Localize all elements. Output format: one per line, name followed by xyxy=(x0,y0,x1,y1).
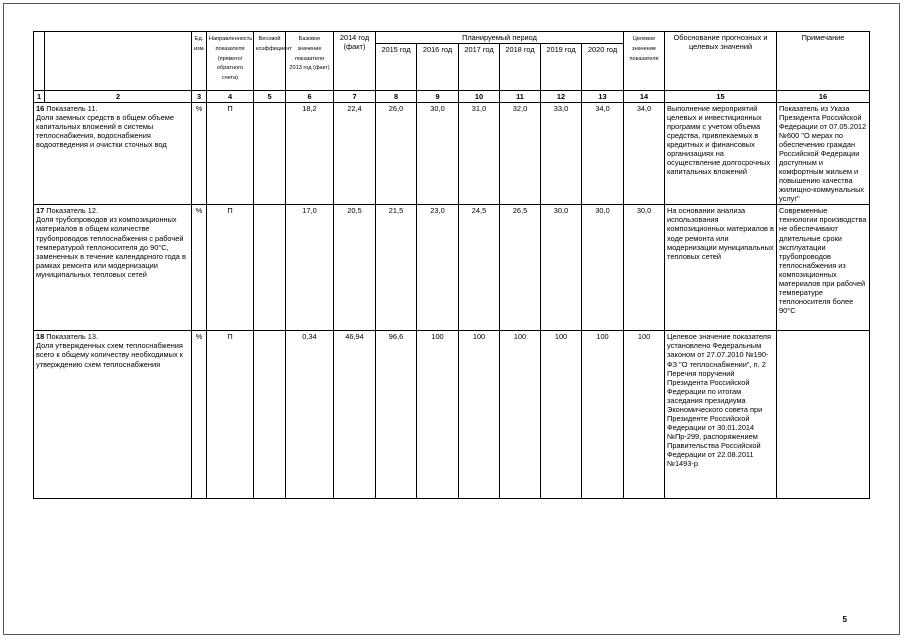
weight-cell xyxy=(254,331,286,499)
year-value-cell: 26,5 xyxy=(500,205,541,331)
base-value-cell: 18,2 xyxy=(286,103,334,205)
year-value-cell: 34,0 xyxy=(582,103,624,205)
direction-cell: П xyxy=(207,103,254,205)
indicator-name: Показатель 13. Доля утвержденных схем теплоснабжения всего к общему количеству необходимых к утверждению схем теплоснабжения xyxy=(36,332,183,369)
row-number: 16 xyxy=(36,104,45,114)
header-year: 2016 год xyxy=(417,44,459,91)
unit-cell: % xyxy=(192,331,207,499)
column-number: 2 xyxy=(45,91,192,103)
note-cell xyxy=(777,331,870,499)
unit-cell: % xyxy=(192,205,207,331)
header-justification: Обоснование прогнозных и целевых значений xyxy=(665,32,777,91)
header-note: Примечание xyxy=(777,32,870,91)
weight-cell xyxy=(254,205,286,331)
year-value-cell: 30,0 xyxy=(541,205,582,331)
year-value-cell: 30,0 xyxy=(582,205,624,331)
column-number: 1 xyxy=(34,91,45,103)
column-number: 7 xyxy=(334,91,376,103)
column-number: 16 xyxy=(777,91,870,103)
year-value-cell: 31,0 xyxy=(459,103,500,205)
header-target: Целевое значение показателя xyxy=(624,32,665,91)
indicator-cell xyxy=(34,103,192,205)
header-base-value: Базовое значение показателя 2013 год (факт) xyxy=(286,32,334,91)
year-value-cell: 100 xyxy=(500,331,541,499)
header-year: 2018 год xyxy=(500,44,541,91)
unit-cell: % xyxy=(192,103,207,205)
header-fact-2014: 2014 год (факт) xyxy=(334,32,376,91)
header-direction: Направленность показателя (прямого/обратного счета) xyxy=(207,32,254,91)
header-row-top xyxy=(34,32,870,44)
header-weight: Весовой коэффициент xyxy=(254,32,286,91)
fact-2014-cell: 22,4 xyxy=(334,103,376,205)
indicator-name: Показатель 11. Доля заемных средств в общем объеме капитальных вложений в системы теплоснабжения, водоснабжения водоотведения и очистки сточных вод xyxy=(36,104,174,150)
year-value-cell: 100 xyxy=(541,331,582,499)
base-value-cell: 17,0 xyxy=(286,205,334,331)
target-value-cell: 30,0 xyxy=(624,205,665,331)
base-value-cell: 0,34 xyxy=(286,331,334,499)
table-row xyxy=(34,205,870,331)
year-value-cell: 30,0 xyxy=(417,103,459,205)
column-number: 15 xyxy=(665,91,777,103)
column-number: 6 xyxy=(286,91,334,103)
note-cell: Современные технологии производства не обеспечивают длительные сроки эксплуатации трубопроводов теплоснабжения из композиционных материалов при рабочей температуре теплоносителя более 90°С xyxy=(777,205,870,331)
column-number: 14 xyxy=(624,91,665,103)
row-number: 17 xyxy=(36,206,45,216)
header-year: 2019 год xyxy=(541,44,582,91)
year-value-cell: 23,0 xyxy=(417,205,459,331)
fact-2014-cell: 46,94 xyxy=(334,331,376,499)
direction-cell: П xyxy=(207,205,254,331)
note-cell: Показатель из Указа Президента Российской Федерации от 07.05.2012 №600 "О мерах по обеспечению граждан Российской Федерации доступным и комфортным жильем и повышению качества жилищно-коммунальных услуг" xyxy=(777,103,870,205)
year-value-cell: 24,5 xyxy=(459,205,500,331)
header-blank-1 xyxy=(34,32,45,91)
justification-cell: Целевое значение показателя установлено Федеральным законом от 27.07.2010 №190-ФЗ "О теплоснабжении", п. 2 Перечня поручений Президента Российской Федерации по итогам заседания президиума Экономического совета при Президенте Российской Федерации от 30.01.2014 №Пр-299, распоряжением Правительства Российской Федерации от 22.08.2011 №1493-р xyxy=(665,331,777,499)
year-value-cell: 96,6 xyxy=(376,331,417,499)
direction-cell: П xyxy=(207,331,254,499)
justification-cell: На основании анализа использования композиционных материалов в ходе ремонта или модернизации муниципальных тепловых сетей xyxy=(665,205,777,331)
header-year: 2020 год xyxy=(582,44,624,91)
column-number: 5 xyxy=(254,91,286,103)
header-unit: Ед. изм. xyxy=(192,32,207,91)
column-number: 10 xyxy=(459,91,500,103)
indicator-name: Показатель 12. Доля трубопроводов из композиционных материалов в общем количестве трубопроводов теплоснабжения с рабочей температурой теплоносителя до 90°С, замененных в течение календарного года в рамках ремонта или модернизации муниципальных тепловых сетей xyxy=(36,206,186,279)
indicator-cell xyxy=(34,331,192,499)
indicator-cell xyxy=(34,205,192,331)
column-number: 8 xyxy=(376,91,417,103)
table-row xyxy=(34,331,870,499)
table-row xyxy=(34,103,870,205)
column-number: 4 xyxy=(207,91,254,103)
column-number: 11 xyxy=(500,91,541,103)
target-value-cell: 34,0 xyxy=(624,103,665,205)
year-value-cell: 21,5 xyxy=(376,205,417,331)
target-value-cell: 100 xyxy=(624,331,665,499)
year-value-cell: 26,0 xyxy=(376,103,417,205)
column-number: 13 xyxy=(582,91,624,103)
column-number: 9 xyxy=(417,91,459,103)
header-planned-period: Планируемый период xyxy=(376,32,624,44)
header-year: 2015 год xyxy=(376,44,417,91)
justification-cell: Выполнение мероприятий целевых и инвестиционных программ с учетом объема средства, привлекаемых в кредитных и финансовых организациях на осуществление долгосрочных капитальных вложений xyxy=(665,103,777,205)
year-value-cell: 33,0 xyxy=(541,103,582,205)
header-year: 2017 год xyxy=(459,44,500,91)
fact-2014-cell: 20,5 xyxy=(334,205,376,331)
year-value-cell: 100 xyxy=(459,331,500,499)
page-number: 5 xyxy=(842,615,847,624)
year-value-cell: 100 xyxy=(417,331,459,499)
column-number-row xyxy=(34,91,870,103)
weight-cell xyxy=(254,103,286,205)
column-number: 3 xyxy=(192,91,207,103)
indicators-table xyxy=(33,31,870,499)
year-value-cell: 100 xyxy=(582,331,624,499)
row-number: 18 xyxy=(36,332,45,342)
header-blank-2 xyxy=(45,32,192,91)
column-number: 12 xyxy=(541,91,582,103)
year-value-cell: 32,0 xyxy=(500,103,541,205)
